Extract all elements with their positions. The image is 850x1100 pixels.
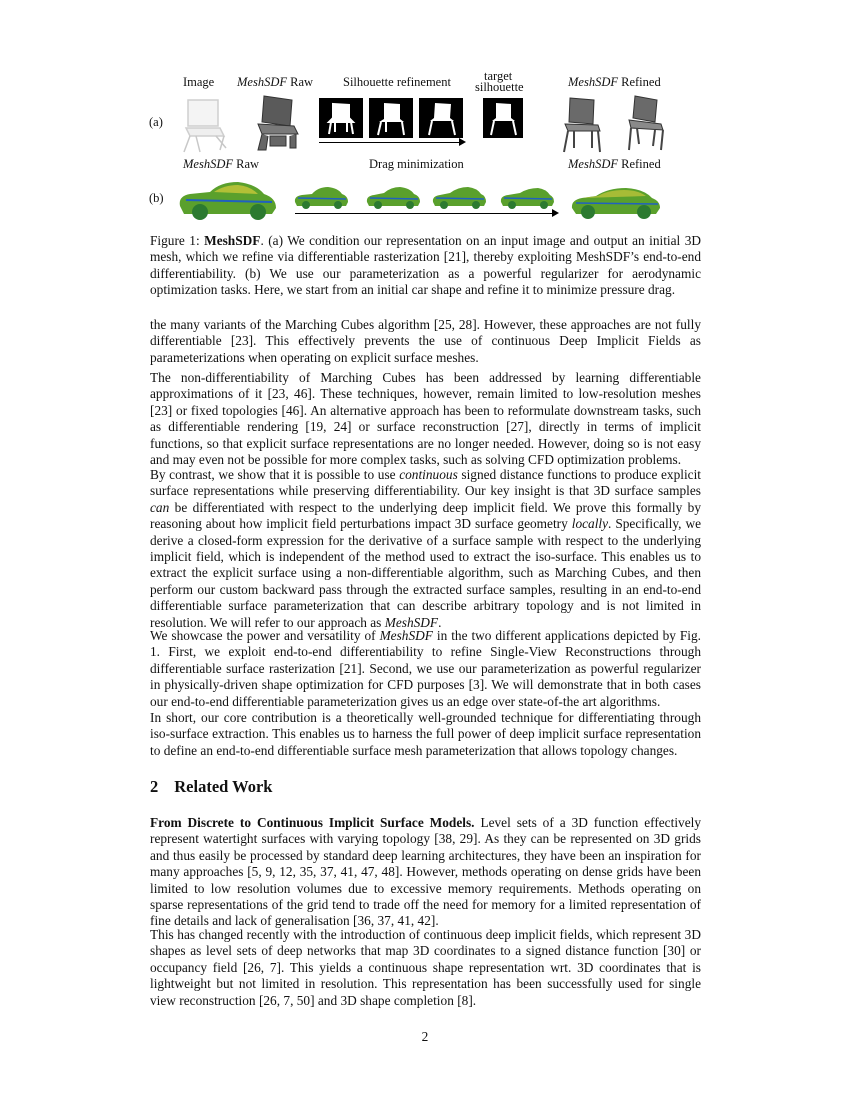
paragraph-1: the many variants of the Marching Cubes algorithm [25, 28]. However, these approaches are not fully differentiable [23]. This effectively prevents the use of continuous Deep Implicit Fields as parameterizations when operating on explicit surface meshes. — [150, 317, 701, 365]
silhouette-arrow — [319, 142, 464, 143]
paragraph-4: We showcase the power and versatility of MeshSDF in the two different applications depicted by Fig. 1. First, we exploit end-to-end differentiability to refine Single-View Reconstructions through differentiable surface rasterization [21]. Second, we use our parameterization as powerful regularizer in physically-driven shape optimization for CFD purposes [3]. We will demonstrate that in both cases our end-to-end differentiable parameterization gives us an edge over state-of-the art algorithms. — [150, 628, 702, 709]
row-a-tag: (a) — [149, 115, 163, 129]
page-number: 2 — [421, 1029, 429, 1044]
paragraph-3: By contrast, we show that it is possible to use continuous signed distance functions to produce explicit surface representations while preserving differentiability. Our key insight is that 3D surface samples can be differentiated with respect to the underlying deep implicit field. We prove this formally by reasoning about how implicit field perturbations impact 3D surface geometry locally. Specifically, we derive a closed-form expression for the derivative of a surface sample with respect to the underlying implicit field, which is independent of the method used to extract the iso-surface. This enables us to extract the explicit surface using a non-differentiable algorithm, such as Marching Cubes, and then perform our custom backward pass through the extracted surface samples, resulting in an end-to-end differentiable surface parameterization that can describe arbitrary topology and is not limited in resolution. We will refer to our approach as MeshSDF. — [150, 467, 702, 630]
drag-arrow — [295, 213, 557, 214]
figure-caption: Figure 1: MeshSDF. (a) We condition our representation on an input image and output an initial 3D mesh, which we refine via differentiable rasterization [21], thereby exploiting MeshSDF’s end-to-end differentiability. (b) We use our parameterization as a powerful regularizer for aerodynamic optimization tasks. Here, we start from an initial car shape and refine it to minimize pressure drag. — [150, 233, 702, 298]
car-step-4 — [498, 184, 556, 210]
label-drag-minimization: Drag minimization — [369, 157, 464, 171]
section-heading: 2 Related Work — [150, 777, 273, 796]
related-paragraph-2: This has changed recently with the introduction of continuous deep implicit fields, which represent 3D shapes as level sets of deep networks that map 3D coordinates to a signed distance function [30] or occupancy field [26, 7]. This yields a continuous shape representation wrt. 3D coordinates that is lightweight but not limited in resolution. This representation has been successfully used for single view reconstruction [26, 7, 50] and 3D shape completion [8]. — [150, 927, 701, 1008]
related-paragraph-1: From Discrete to Continuous Implicit Surface Models. Level sets of a 3D function effectively represent watertight surfaces with varying topology [38, 29]. As they can be represented on 3D grids and thus easily be processed by standard deep learning architectures, they have been an inspiration for many approaches [5, 9, 12, 35, 37, 41, 47, 48]. However, methods operating on dense grids have been limited to low resolution volumes due to excessive memory requirements. Methods operating on sparse representations of the grid tend to trade off the need for memory for a limited representation of fine details and lack of generalisation [36, 37, 41, 42]. — [150, 815, 701, 929]
label-meshsdf-raw-a: MeshSDF Raw — [237, 75, 314, 89]
label-meshsdf-refined-b: MeshSDF Refined — [568, 157, 661, 171]
silhouette-2 — [369, 98, 413, 138]
meshsdf-raw-chair — [252, 92, 302, 154]
silhouette-3 — [419, 98, 463, 138]
meshsdf-refined-chair-1 — [560, 94, 604, 156]
input-image-chair — [180, 94, 230, 154]
figure-1 — [140, 66, 720, 226]
label-meshsdf-raw-b: MeshSDF Raw — [183, 157, 260, 171]
label-meshsdf-refined-a: MeshSDF Refined — [568, 75, 661, 89]
row-b-tag: (b) — [149, 191, 164, 205]
label-target-silhouette: target silhouette — [475, 69, 524, 94]
car-step-1 — [292, 184, 350, 210]
target-silhouette-image — [483, 98, 523, 138]
label-silhouette-refinement: Silhouette refinement — [343, 75, 451, 89]
paragraph-5: In short, our core contribution is a theoretically well-grounded technique for differentiating through iso-surface extraction. This enables us to harness the full power of deep implicit surface representation to define an end-to-end differentiable surface mesh parameterization that allows topology changes. — [150, 710, 701, 758]
car-refined — [568, 184, 664, 220]
car-step-3 — [430, 184, 488, 210]
meshsdf-refined-chair-2 — [623, 92, 667, 154]
car-step-2 — [364, 184, 422, 210]
car-raw — [176, 176, 280, 222]
paragraph-2: The non-differentiability of Marching Cubes has been addressed by learning differentiable approximations of it [23, 46]. These techniques, however, remain limited to low-resolution meshes [23] or fixed topologies [46]. An alternative approach has been to reformulate downstream tasks, such as differentiable rendering [19, 24] or surface reconstruction [27], directly in terms of implicit functions, so that explicit surface representations are no longer needed. However, doing so is not easy and may even not be possible for more complex tasks, such as solving CFD optimization problems. — [150, 370, 701, 468]
label-image: Image — [183, 75, 215, 89]
silhouette-1 — [319, 98, 363, 138]
